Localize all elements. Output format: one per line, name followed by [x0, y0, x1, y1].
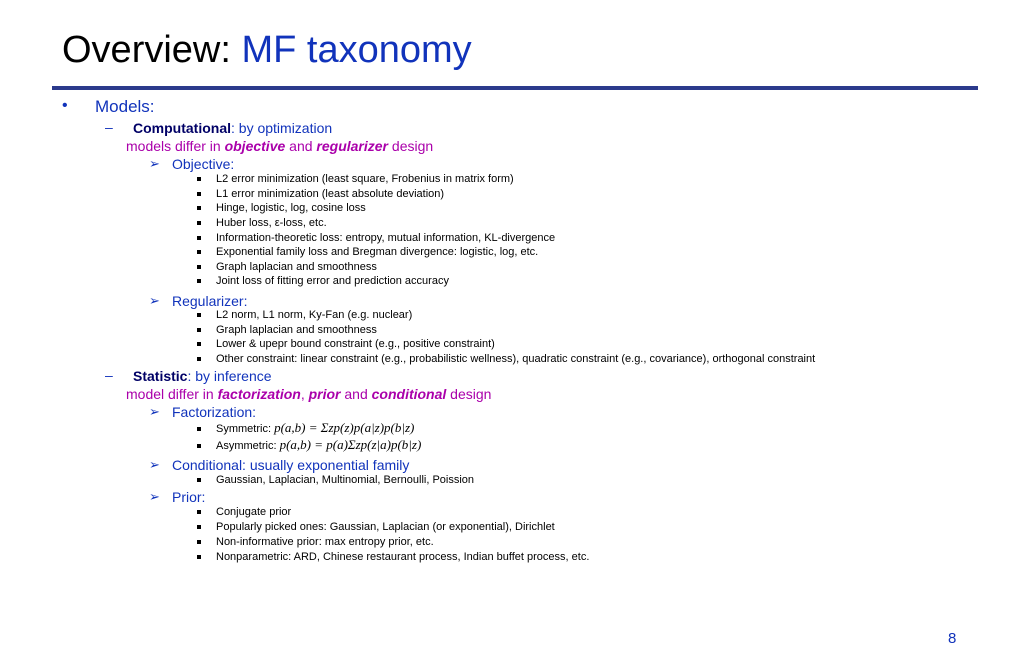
square-bullet-icon — [197, 192, 201, 196]
symmetric-label: Symmetric: — [216, 423, 275, 435]
comp-desc-mid: and — [285, 138, 317, 154]
comp-desc-term2: regularizer — [316, 138, 389, 154]
square-bullet-icon — [197, 313, 201, 317]
regularizer-item: Graph laplacian and smoothness — [216, 324, 377, 336]
objective-item: Hinge, logistic, log, cosine loss — [216, 202, 366, 214]
stat-desc-term3: conditional — [371, 386, 447, 402]
comp-desc-after: design — [388, 138, 434, 154]
computational-suffix: : by optimization — [231, 120, 333, 136]
stat-desc-before: model differ in — [126, 386, 218, 402]
square-bullet-icon — [197, 236, 201, 240]
objective-item: Huber loss, ε-loss, etc. — [216, 217, 327, 229]
stat-desc-term1: factorization — [217, 386, 301, 402]
title-divider — [52, 86, 978, 90]
stat-desc-sep: , — [300, 386, 309, 402]
arrow-bullet-icon: ➢ — [149, 404, 160, 419]
stat-desc-mid: and — [340, 386, 372, 402]
stat-desc-term2: prior — [308, 386, 341, 402]
statistic-suffix: : by inference — [187, 368, 272, 384]
square-bullet-icon — [197, 525, 201, 529]
arrow-bullet-icon: ➢ — [149, 156, 160, 171]
square-bullet-icon — [197, 265, 201, 269]
computational-heading — [133, 119, 332, 137]
square-bullet-icon — [197, 444, 201, 448]
arrow-bullet-icon: ➢ — [149, 293, 160, 308]
title-highlight: MF taxonomy — [241, 29, 472, 71]
statistic-label: Statistic — [133, 368, 188, 384]
stat-desc-after: design — [446, 386, 492, 402]
square-bullet-icon — [197, 221, 201, 225]
slide-title — [62, 26, 472, 74]
factorization-label: Factorization: — [172, 404, 257, 420]
symmetric-formula: p(a,b) = Σzp(z)p(a|z)p(b|z) — [274, 420, 415, 435]
square-bullet-icon — [197, 357, 201, 361]
prior-item: Non-informative prior: max entropy prior, etc. — [216, 536, 434, 548]
computational-desc — [126, 137, 433, 155]
objective-item: Graph laplacian and smoothness — [216, 261, 377, 273]
symmetric-item — [216, 421, 414, 436]
square-bullet-icon — [197, 540, 201, 544]
asymmetric-label: Asymmetric: — [216, 440, 280, 452]
computational-label: Computational — [133, 120, 231, 136]
statistic-heading — [133, 367, 272, 385]
asymmetric-item — [216, 438, 421, 453]
square-bullet-icon — [197, 279, 201, 283]
square-bullet-icon — [197, 342, 201, 346]
square-bullet-icon — [197, 427, 201, 431]
objective-label: Objective: — [172, 156, 235, 172]
square-bullet-icon — [197, 555, 201, 559]
square-bullet-icon — [197, 510, 201, 514]
square-bullet-icon — [197, 177, 201, 181]
comp-desc-term1: objective — [224, 138, 286, 154]
dash-icon: – — [105, 119, 113, 135]
arrow-bullet-icon: ➢ — [149, 489, 160, 504]
dash-icon: – — [105, 367, 113, 383]
comp-desc-before: models differ in — [126, 138, 225, 154]
arrow-bullet-icon: ➢ — [149, 457, 160, 472]
square-bullet-icon — [197, 328, 201, 332]
regularizer-item: L2 norm, L1 norm, Ky-Fan (e.g. nuclear) — [216, 309, 413, 321]
asymmetric-formula: p(a,b) = p(a)Σzp(z|a)p(b|z) — [279, 437, 422, 452]
conditional-label: Conditional: usually exponential family — [172, 457, 410, 473]
regularizer-item: Lower & upepr bound constraint (e.g., positive constraint) — [216, 338, 495, 350]
bullet-icon: • — [62, 97, 68, 114]
prior-label: Prior: — [172, 489, 206, 505]
conditional-item: Gaussian, Laplacian, Multinomial, Bernoulli, Poission — [216, 474, 475, 486]
regularizer-label: Regularizer: — [172, 293, 248, 309]
objective-item: Information-theoretic loss: entropy, mutual information, KL-divergence — [216, 232, 556, 244]
prior-item: Conjugate prior — [216, 506, 292, 518]
regularizer-item: Other constraint: linear constraint (e.g., probabilistic wellness), quadratic constraint (e.g., covariance), orthogonal constraint — [216, 353, 816, 365]
title-prefix: Overview: — [62, 29, 242, 71]
prior-item: Popularly picked ones: Gaussian, Laplacian (or exponential), Dirichlet — [216, 521, 555, 533]
objective-item: L1 error minimization (least absolute deviation) — [216, 188, 445, 200]
statistic-desc — [126, 385, 491, 403]
objective-item: L2 error minimization (least square, Frobenius in matrix form) — [216, 173, 514, 185]
models-label: Models: — [95, 97, 155, 116]
objective-item: Joint loss of fitting error and prediction accuracy — [216, 275, 449, 287]
square-bullet-icon — [197, 478, 201, 482]
square-bullet-icon — [197, 206, 201, 210]
square-bullet-icon — [197, 250, 201, 254]
objective-item: Exponential family loss and Bregman divergence: logistic, log, etc. — [216, 246, 539, 258]
prior-item: Nonparametric: ARD, Chinese restaurant process, Indian buffet process, etc. — [216, 551, 590, 563]
page-number: 8 — [948, 630, 957, 647]
